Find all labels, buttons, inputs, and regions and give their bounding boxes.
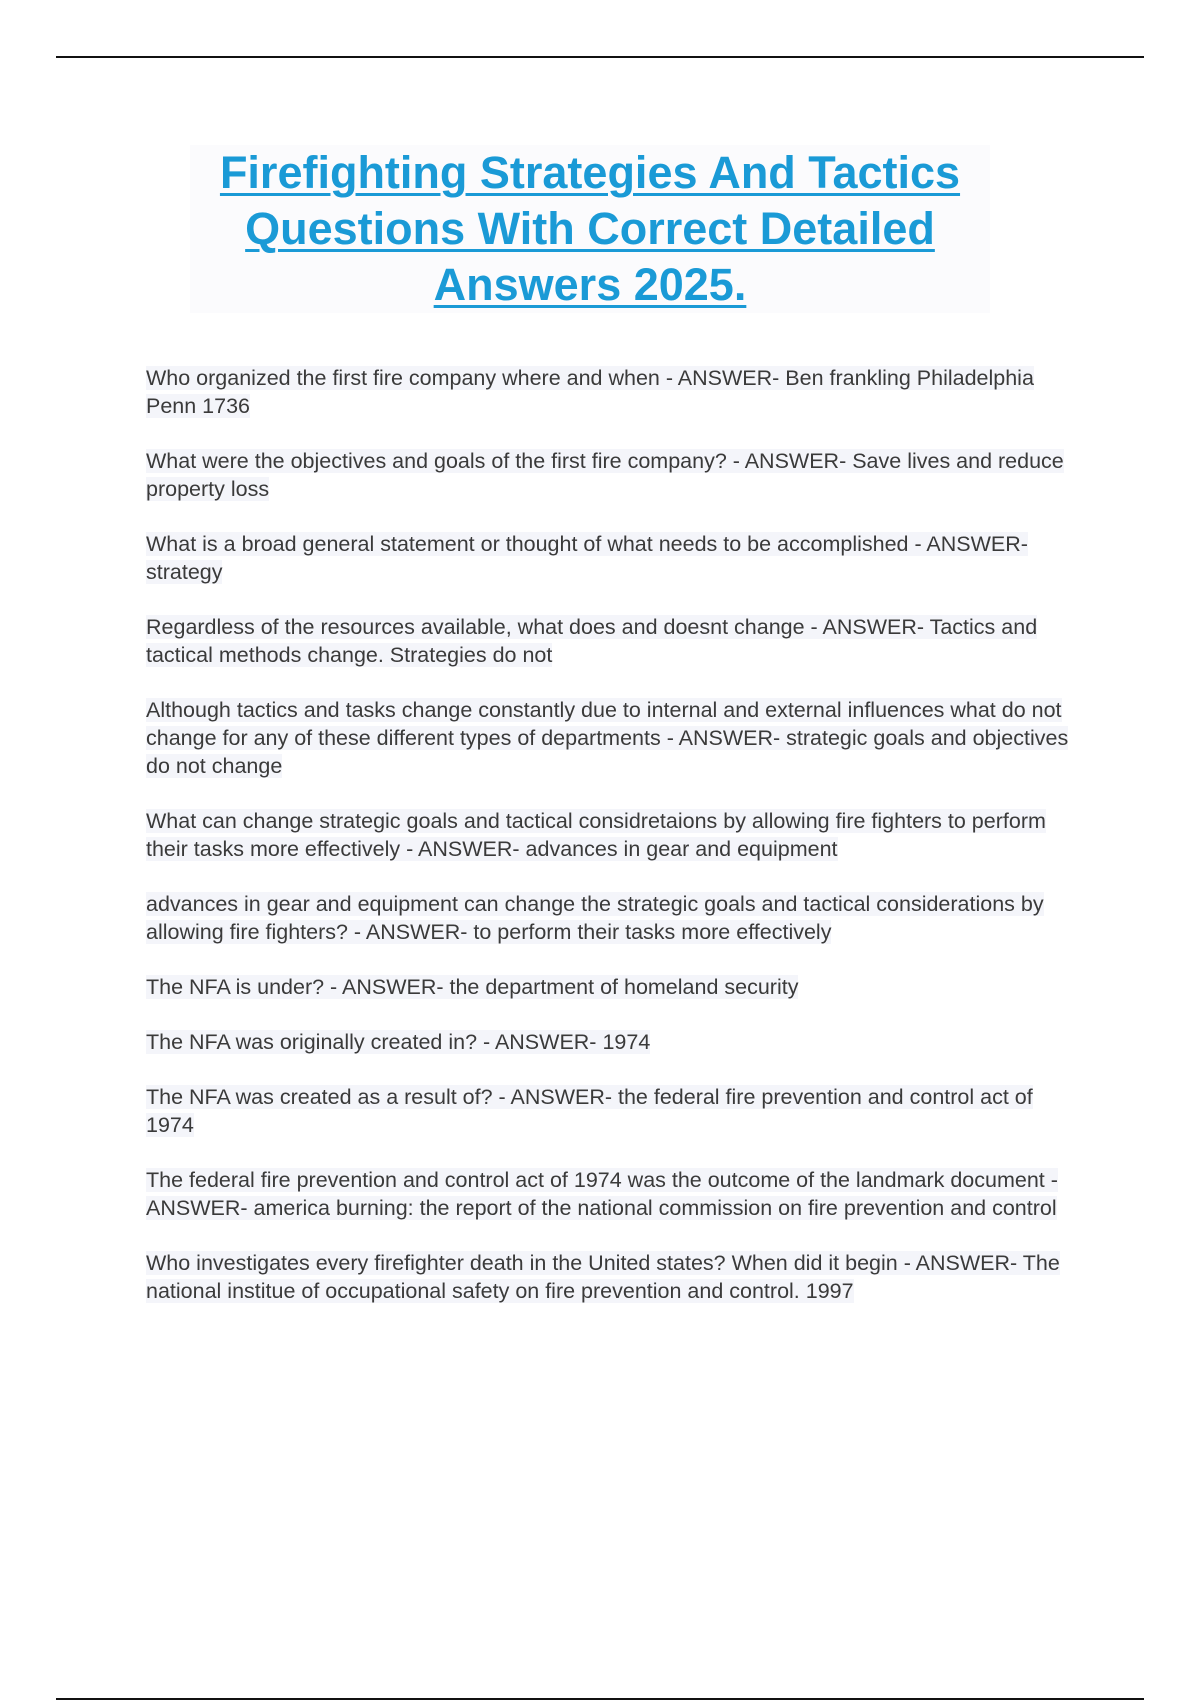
qa-item-text: Who investigates every firefighter death in the United states? When did it begin - ANSWER- The national institue of occupational safety on fire prevention and control. 1997 (146, 1251, 1060, 1303)
qa-item-1 (146, 364, 1086, 420)
qa-item-12 (146, 1249, 1086, 1305)
qa-item-text: The NFA is under? - ANSWER- the department of homeland security (146, 975, 799, 999)
qa-item-10 (146, 1083, 1086, 1139)
qa-item-11 (146, 1166, 1086, 1222)
top-rule (56, 56, 1144, 58)
qa-item-text: The NFA was created as a result of? - ANSWER- the federal fire prevention and control act of 1974 (146, 1085, 1033, 1137)
qa-item-text: The NFA was originally created in? - ANSWER- 1974 (146, 1030, 651, 1054)
qa-item-7 (146, 890, 1086, 946)
qa-item-text: What can change strategic goals and tactical considretaions by allowing fire fighters to perform their tasks more effectively - ANSWER- advances in gear and equipment (146, 809, 1046, 861)
qa-item-text: What is a broad general statement or thought of what needs to be accomplished - ANSWER- strategy (146, 532, 1028, 584)
qa-item-3 (146, 530, 1086, 586)
document-title[interactable] (190, 145, 990, 313)
qa-item-text: advances in gear and equipment can change the strategic goals and tactical considerations by allowing fire fighters? - ANSWER- to perform their tasks more effectively (146, 892, 1044, 944)
qa-item-4 (146, 613, 1086, 669)
qa-item-text: What were the objectives and goals of the first fire company? - ANSWER- Save lives and reduce property loss (146, 449, 1064, 501)
qa-item-text: Although tactics and tasks change constantly due to internal and external influences what do not change for any of these different types of departments - ANSWER- strategic goals and objectives do not change (146, 698, 1069, 778)
qa-item-text: Who organized the first fire company where and when - ANSWER- Ben frankling Philadelphia Penn 1736 (146, 366, 1034, 418)
title-line-3: Answers 2025. (433, 259, 747, 310)
title-line-1: Firefighting Strategies And Tactics (219, 147, 961, 198)
qa-item-text: The federal fire prevention and control act of 1974 was the outcome of the landmark document - ANSWER- america burning: the report of the national commission on fire prevention and control (146, 1168, 1058, 1220)
qa-item-5 (146, 696, 1086, 780)
title-block (190, 145, 990, 313)
qa-item-9 (146, 1028, 1086, 1056)
qa-item-text: Regardless of the resources available, what does and doesnt change - ANSWER- Tactics and tactical methods change. Strategies do not (146, 615, 1038, 667)
qa-list (146, 364, 1086, 1332)
qa-item-6 (146, 807, 1086, 863)
qa-item-2 (146, 447, 1086, 503)
title-line-2: Questions With Correct Detailed (245, 203, 935, 254)
qa-item-8 (146, 973, 1086, 1001)
